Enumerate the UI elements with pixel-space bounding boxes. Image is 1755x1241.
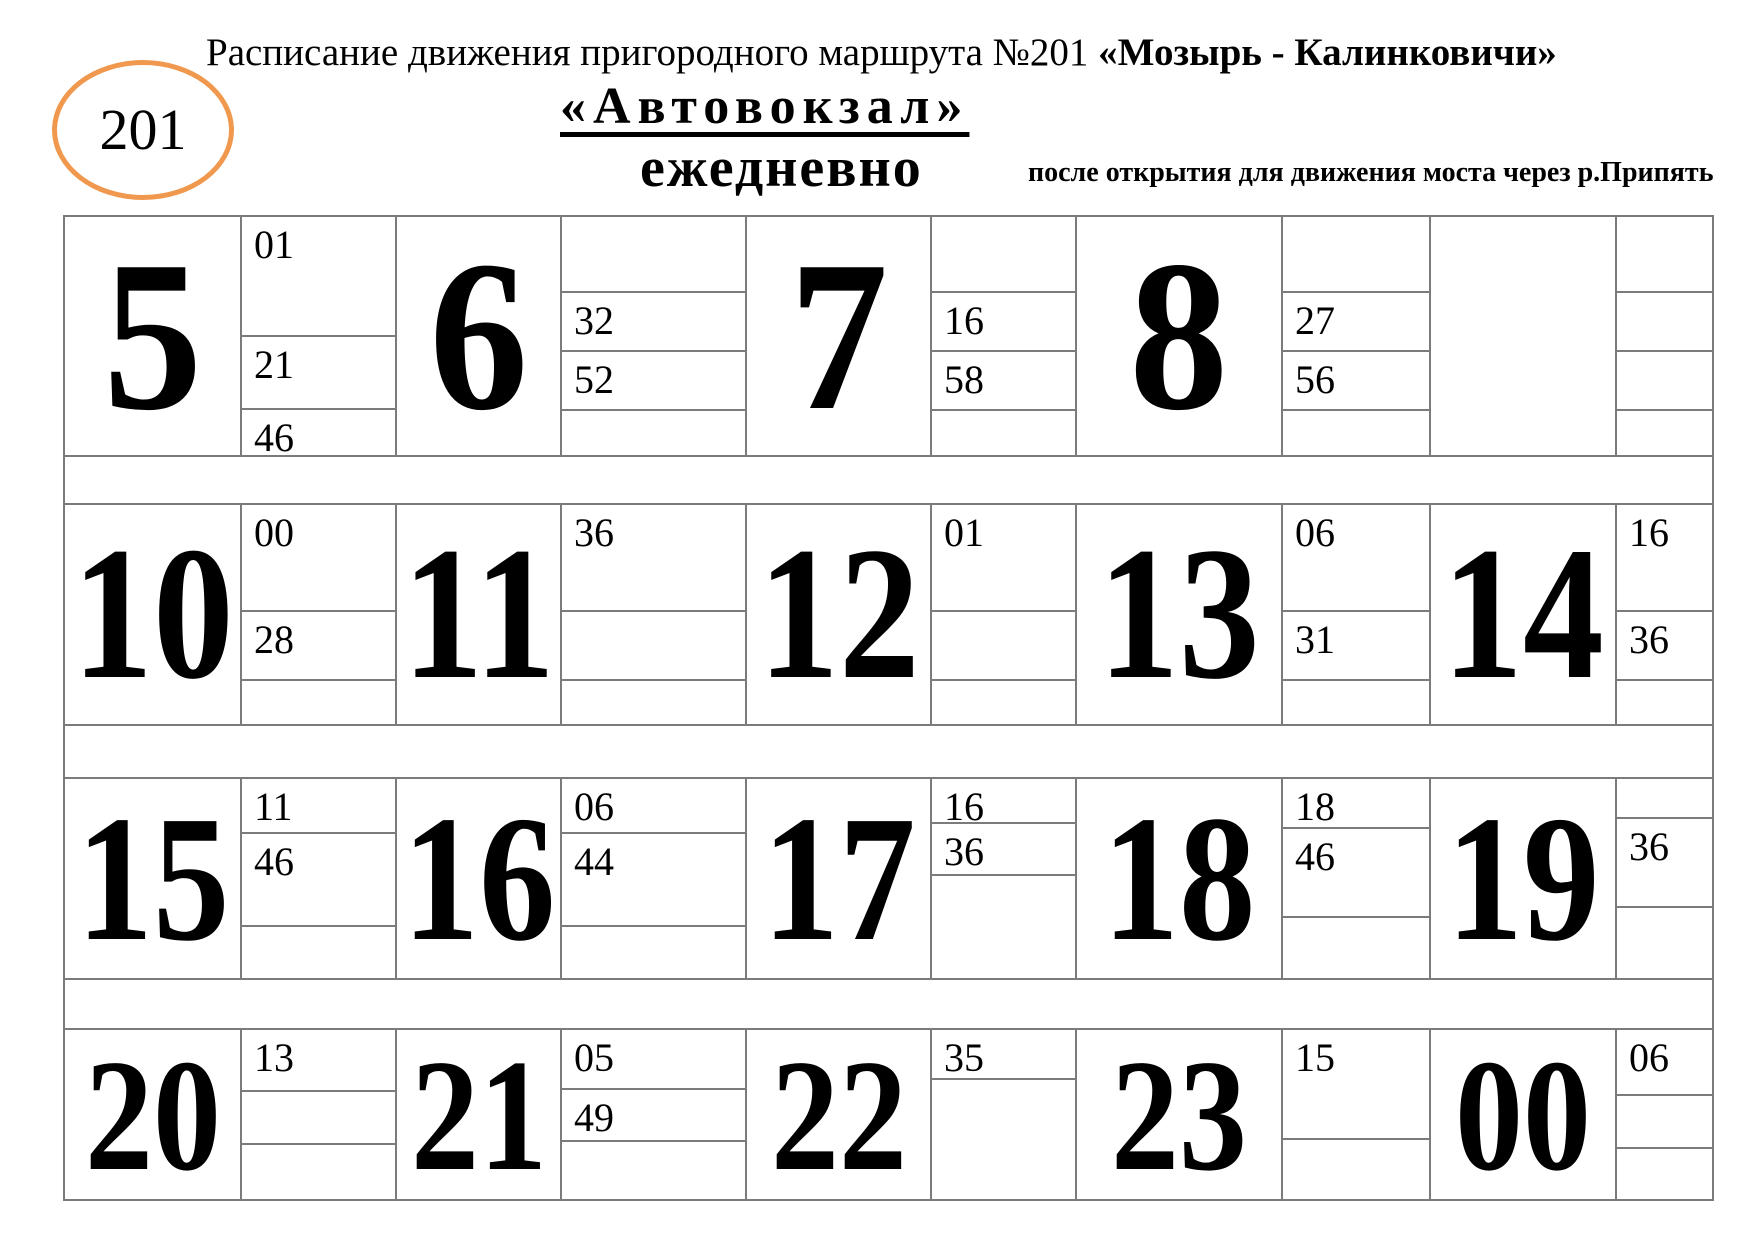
- minute-cell-14-36: 36: [1617, 612, 1712, 681]
- hour-cell-20: [65, 1030, 242, 1199]
- hour-label: 6: [429, 217, 528, 455]
- separator-row: [65, 724, 1712, 777]
- schedule-row: [65, 777, 1712, 978]
- hour-label: 8: [1129, 217, 1229, 455]
- minute-cell-19-36: 36: [1617, 819, 1712, 908]
- minute-cell-23-15: 15: [1283, 1030, 1429, 1140]
- hour-label: 22: [770, 1030, 907, 1199]
- route-number-badge: [52, 60, 234, 200]
- hour-cell-6: [397, 217, 562, 455]
- minute-cell-6-52: 52: [562, 352, 745, 411]
- minute-cell-empty: [562, 1142, 745, 1199]
- minute-cell-empty: [1617, 293, 1712, 352]
- minute-cell-empty: [1617, 217, 1712, 293]
- minute-cell-11-36: 36: [562, 505, 745, 612]
- minute-cell-00-06: 06: [1617, 1030, 1712, 1096]
- minute-cell-empty: [932, 1080, 1075, 1199]
- minute-cell-13-06: 06: [1283, 505, 1429, 612]
- minute-cell-5-21: 21: [242, 337, 395, 410]
- minute-cell-empty: [562, 612, 745, 681]
- separator-row: [65, 978, 1712, 1028]
- minutes-column: [932, 779, 1077, 978]
- hour-cell-15: [65, 779, 242, 978]
- hour-cell-5: [65, 217, 242, 455]
- hour-label: 17: [762, 779, 915, 978]
- hour-cell-22: [747, 1030, 932, 1199]
- minute-cell-empty: [932, 681, 1075, 724]
- minute-cell-5-01: 01: [242, 217, 395, 337]
- minute-cell-7-16: 16: [932, 293, 1075, 352]
- minute-cell-empty: [932, 612, 1075, 681]
- bridge-note: после открытия для движения моста через р.Припять: [1028, 157, 1714, 188]
- hour-cell-13: [1077, 505, 1283, 724]
- hour-label: 12: [757, 509, 920, 719]
- hour-label: 23: [1111, 1030, 1247, 1199]
- minute-cell-empty: [1617, 411, 1712, 455]
- minute-cell-18-46: 46: [1283, 829, 1429, 918]
- minute-cell-empty: [1283, 217, 1429, 293]
- minute-cell-empty: [1617, 779, 1712, 819]
- minute-cell-13-31: 31: [1283, 612, 1429, 681]
- minute-cell-14-16: 16: [1617, 505, 1712, 612]
- minute-cell-empty: [1617, 1096, 1712, 1149]
- minute-cell-5-46: 46: [254, 415, 294, 460]
- hour-cell-empty: [1431, 217, 1617, 455]
- hour-cell-16: [397, 779, 562, 978]
- hour-label: 18: [1102, 779, 1256, 978]
- minutes-column: [562, 1030, 747, 1199]
- minute-cell-empty: [562, 411, 745, 455]
- minutes-column: [932, 1030, 1077, 1199]
- minute-cell-20-13: 13: [242, 1030, 395, 1092]
- stop-name: «Автовокзал»: [560, 78, 970, 135]
- route-number: 201: [99, 97, 187, 162]
- minutes-column: [1283, 1030, 1431, 1199]
- hour-label: 11: [402, 509, 555, 719]
- hour-label: 13: [1098, 509, 1260, 719]
- minute-cell-16-44: 44: [562, 834, 745, 927]
- hour-label: 00: [1455, 1030, 1591, 1199]
- minutes-column: [562, 779, 747, 978]
- minute-cell-empty: [1283, 918, 1429, 978]
- minute-cell-empty: [1617, 1149, 1712, 1199]
- minutes-column: [1283, 779, 1431, 978]
- separator-row: [65, 455, 1712, 503]
- hour-label: 16: [402, 779, 555, 978]
- hour-cell-18: [1077, 779, 1283, 978]
- schedule-row: [65, 1028, 1712, 1199]
- hour-cell-21: [397, 1030, 562, 1199]
- minute-cell-empty: [242, 1092, 395, 1145]
- hour-label: 19: [1446, 779, 1600, 978]
- minutes-column: [242, 217, 397, 460]
- hour-label: 15: [76, 779, 229, 978]
- hour-cell-10: [65, 505, 242, 724]
- hour-label: 20: [84, 1030, 221, 1199]
- hour-label: 21: [410, 1030, 547, 1199]
- minutes-column: [242, 779, 397, 978]
- minutes-column: [932, 505, 1077, 724]
- hour-cell-7: [747, 217, 932, 455]
- minute-cell-22-35: 35: [932, 1030, 1075, 1080]
- minute-cell-empty: [1617, 352, 1712, 411]
- minute-cell-empty: [562, 681, 745, 724]
- minutes-column: [242, 1030, 397, 1199]
- minutes-column: [932, 217, 1077, 455]
- minute-cell-empty: [932, 217, 1075, 293]
- minute-cell-empty: [1283, 681, 1429, 724]
- minute-cell-21-05: 05: [562, 1030, 745, 1090]
- minute-cell-empty: [1283, 411, 1429, 455]
- hour-label: 5: [103, 217, 202, 455]
- hour-label: 14: [1442, 509, 1604, 719]
- frequency-label: ежедневно: [640, 137, 923, 199]
- hour-cell-19: [1431, 779, 1617, 978]
- hour-cell-17: [747, 779, 932, 978]
- minute-cell-18-18: 18: [1283, 779, 1429, 829]
- timetable: [63, 215, 1714, 1201]
- minute-cell-empty: [1617, 908, 1712, 978]
- minutes-column: [1283, 217, 1431, 455]
- minutes-column: [1617, 217, 1712, 455]
- minute-cell-7-58: 58: [932, 352, 1075, 411]
- minutes-column: [562, 217, 747, 455]
- minute-cell-empty: [932, 876, 1075, 978]
- hour-cell-00: [1431, 1030, 1617, 1199]
- minutes-column: [562, 505, 747, 724]
- minute-cell-10-28: 28: [242, 612, 395, 681]
- hour-cell-14: [1431, 505, 1617, 724]
- title-route-name: «Мозырь - Калинковичи»: [1098, 31, 1557, 74]
- minutes-column: [242, 505, 397, 724]
- minute-cell-12-01: 01: [932, 505, 1075, 612]
- hour-cell-8: [1077, 217, 1283, 455]
- minute-cell-6-32: 32: [562, 293, 745, 352]
- minute-cell-15-11: 11: [242, 779, 395, 834]
- minute-cell-17-36: 36: [932, 824, 1075, 876]
- hour-cell-12: [747, 505, 932, 724]
- minute-cell-empty: [1283, 1140, 1429, 1199]
- minute-cell-8-56: 56: [1283, 352, 1429, 411]
- hour-label: 10: [71, 509, 234, 719]
- schedule-row: [65, 503, 1712, 724]
- minute-cell-17-16: 16: [932, 779, 1075, 824]
- schedule-row: [65, 217, 1712, 460]
- hour-cell-23: [1077, 1030, 1283, 1199]
- minute-cell-10-00: 00: [242, 505, 395, 612]
- hour-cell-11: [397, 505, 562, 724]
- minutes-column: [1617, 779, 1712, 978]
- page-title: [206, 32, 1557, 75]
- minute-cell-empty: [562, 927, 745, 978]
- minute-cell-16-06: 06: [562, 779, 745, 834]
- minute-cell-empty: [242, 681, 395, 724]
- minutes-column: [1283, 505, 1431, 724]
- minutes-column: [1617, 505, 1712, 724]
- minute-cell-21-49: 49: [562, 1090, 745, 1142]
- minute-cell-empty: [242, 927, 395, 978]
- minute-cell-empty: [562, 217, 745, 293]
- minute-cell-empty: [932, 411, 1075, 455]
- minute-cell-8-27: 27: [1283, 293, 1429, 352]
- minutes-column: [1617, 1030, 1712, 1199]
- hour-label: 7: [789, 217, 888, 455]
- title-regular: Расписание движения пригородного маршрута №201: [206, 31, 1099, 74]
- minute-cell-empty: [1617, 681, 1712, 724]
- minute-cell-15-46: 46: [242, 834, 395, 927]
- minute-cell-empty: [242, 1145, 395, 1199]
